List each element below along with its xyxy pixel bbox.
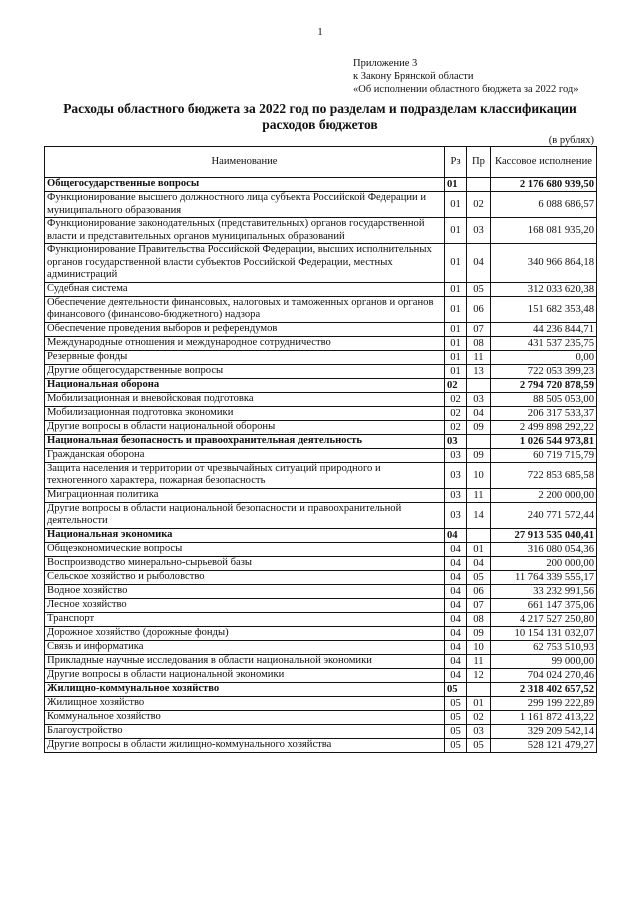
section-row <box>45 378 597 392</box>
row-rz: 01 <box>445 350 467 364</box>
section-row <box>45 434 597 448</box>
row-name: Обеспечение деятельности финансовых, налоговых и таможенных органов и органов финансового (финансово-бюджетного) надзора <box>45 296 445 322</box>
row-sum: 88 505 053,00 <box>491 392 597 406</box>
table-row <box>45 640 597 654</box>
row-pr: 09 <box>467 420 491 434</box>
row-rz: 01 <box>445 296 467 322</box>
row-pr: 04 <box>467 244 491 283</box>
table-row <box>45 244 597 283</box>
table-row <box>45 612 597 626</box>
row-sum: 62 753 510,93 <box>491 640 597 654</box>
row-sum: 200 000,00 <box>491 556 597 570</box>
row-name: Судебная система <box>45 282 445 296</box>
row-pr <box>467 682 491 696</box>
row-pr: 08 <box>467 612 491 626</box>
appendix-line-3: «Об исполнении областного бюджета за 2022 год» <box>353 84 579 95</box>
appendix-note <box>353 57 579 96</box>
row-rz: 02 <box>445 378 467 392</box>
appendix-line-1: Приложение 3 <box>353 58 418 69</box>
row-sum: 299 199 222,89 <box>491 696 597 710</box>
row-name: Защита населения и территории от чрезвычайных ситуаций природного и техногенного характера, пожарная безопасность <box>45 462 445 488</box>
table-row <box>45 556 597 570</box>
row-pr: 11 <box>467 488 491 502</box>
row-pr: 09 <box>467 626 491 640</box>
table-row <box>45 420 597 434</box>
row-rz: 03 <box>445 502 467 528</box>
row-pr: 11 <box>467 350 491 364</box>
budget-table <box>44 146 597 753</box>
row-name: Лесное хозяйство <box>45 598 445 612</box>
row-sum: 1 161 872 413,22 <box>491 710 597 724</box>
table-row <box>45 710 597 724</box>
row-pr: 12 <box>467 668 491 682</box>
table-row <box>45 322 597 336</box>
row-sum: 528 121 479,27 <box>491 738 597 752</box>
row-rz: 04 <box>445 542 467 556</box>
table-row <box>45 570 597 584</box>
row-rz: 01 <box>445 178 467 192</box>
row-sum: 10 154 131 032,07 <box>491 626 597 640</box>
row-name: Обеспечение проведения выборов и референдумов <box>45 322 445 336</box>
row-sum: 11 764 339 555,17 <box>491 570 597 584</box>
table-row <box>45 406 597 420</box>
row-name: Другие вопросы в области национальной безопасности и правоохранительной деятельности <box>45 502 445 528</box>
table-body <box>45 178 597 753</box>
table-row <box>45 336 597 350</box>
row-sum: 704 024 270,46 <box>491 668 597 682</box>
row-name: Функционирование высшего должностного лица субъекта Российской Федерации и муниципального образования <box>45 192 445 218</box>
row-sum: 329 209 542,14 <box>491 724 597 738</box>
row-pr: 05 <box>467 570 491 584</box>
row-name: Функционирование законодательных (представительных) органов государственной власти и представительных органов муниципальных образований <box>45 218 445 244</box>
row-sum: 2 176 680 939,50 <box>491 178 597 192</box>
table-row <box>45 350 597 364</box>
row-pr: 09 <box>467 448 491 462</box>
row-sum: 722 053 399,23 <box>491 364 597 378</box>
row-name: Связь и информатика <box>45 640 445 654</box>
row-pr <box>467 378 491 392</box>
row-rz: 01 <box>445 192 467 218</box>
row-name: Жилищно-коммунальное хозяйство <box>45 682 445 696</box>
row-sum: 206 317 533,37 <box>491 406 597 420</box>
row-pr: 02 <box>467 192 491 218</box>
row-rz: 04 <box>445 626 467 640</box>
row-name: Дорожное хозяйство (дорожные фонды) <box>45 626 445 640</box>
row-sum: 340 966 864,18 <box>491 244 597 283</box>
row-name: Национальная экономика <box>45 528 445 542</box>
row-rz: 04 <box>445 584 467 598</box>
row-rz: 02 <box>445 392 467 406</box>
row-pr: 10 <box>467 462 491 488</box>
table-row <box>45 696 597 710</box>
row-pr <box>467 528 491 542</box>
row-rz: 01 <box>445 336 467 350</box>
row-sum: 2 794 720 878,59 <box>491 378 597 392</box>
row-sum: 2 499 898 292,22 <box>491 420 597 434</box>
units-note: (в рублях) <box>548 135 594 146</box>
row-sum: 0,00 <box>491 350 597 364</box>
header-pr: Пр <box>467 147 491 178</box>
row-pr: 10 <box>467 640 491 654</box>
row-rz: 04 <box>445 556 467 570</box>
table-row <box>45 502 597 528</box>
row-name: Жилищное хозяйство <box>45 696 445 710</box>
row-sum: 2 318 402 657,52 <box>491 682 597 696</box>
row-name: Коммунальное хозяйство <box>45 710 445 724</box>
row-name: Функционирование Правительства Российской Федерации, высших исполнительных органов государственной власти субъектов Российской Федерации, местных администраций <box>45 244 445 283</box>
header-name: Наименование <box>45 147 445 178</box>
row-rz: 05 <box>445 738 467 752</box>
appendix-line-2: к Закону Брянской области <box>353 71 474 82</box>
row-sum: 99 000,00 <box>491 654 597 668</box>
row-rz: 05 <box>445 724 467 738</box>
table-header-row <box>45 147 597 178</box>
row-pr <box>467 434 491 448</box>
document-title <box>40 101 600 133</box>
table-row <box>45 488 597 502</box>
row-pr: 14 <box>467 502 491 528</box>
row-rz: 01 <box>445 364 467 378</box>
table-row <box>45 462 597 488</box>
row-name: Миграционная политика <box>45 488 445 502</box>
row-sum: 431 537 235,75 <box>491 336 597 350</box>
table-row <box>45 192 597 218</box>
row-name: Международные отношения и международное сотрудничество <box>45 336 445 350</box>
row-pr: 11 <box>467 654 491 668</box>
row-rz: 04 <box>445 640 467 654</box>
row-pr: 08 <box>467 336 491 350</box>
row-name: Резервные фонды <box>45 350 445 364</box>
table-row <box>45 668 597 682</box>
row-name: Мобилизационная подготовка экономики <box>45 406 445 420</box>
row-name: Другие вопросы в области национальной обороны <box>45 420 445 434</box>
row-name: Прикладные научные исследования в области национальной экономики <box>45 654 445 668</box>
row-name: Мобилизационная и вневойсковая подготовка <box>45 392 445 406</box>
row-pr: 01 <box>467 542 491 556</box>
row-sum: 44 236 844,71 <box>491 322 597 336</box>
row-rz: 05 <box>445 696 467 710</box>
row-pr: 03 <box>467 392 491 406</box>
row-rz: 03 <box>445 488 467 502</box>
row-name: Национальная безопасность и правоохранительная деятельность <box>45 434 445 448</box>
row-sum: 168 081 935,20 <box>491 218 597 244</box>
row-sum: 33 232 991,56 <box>491 584 597 598</box>
section-row <box>45 528 597 542</box>
row-name: Благоустройство <box>45 724 445 738</box>
row-pr: 04 <box>467 406 491 420</box>
row-pr: 06 <box>467 584 491 598</box>
row-sum: 6 088 686,57 <box>491 192 597 218</box>
section-row <box>45 178 597 192</box>
table-row <box>45 654 597 668</box>
row-rz: 03 <box>445 434 467 448</box>
table-row <box>45 542 597 556</box>
row-pr: 05 <box>467 738 491 752</box>
section-row <box>45 682 597 696</box>
row-sum: 60 719 715,79 <box>491 448 597 462</box>
row-rz: 02 <box>445 406 467 420</box>
table-row <box>45 626 597 640</box>
row-name: Общегосударственные вопросы <box>45 178 445 192</box>
row-sum: 27 913 535 040,41 <box>491 528 597 542</box>
row-sum: 240 771 572,44 <box>491 502 597 528</box>
row-pr: 07 <box>467 322 491 336</box>
row-name: Другие вопросы в области национальной экономики <box>45 668 445 682</box>
row-name: Воспроизводство минерально-сырьевой базы <box>45 556 445 570</box>
table-row <box>45 584 597 598</box>
row-name: Транспорт <box>45 612 445 626</box>
header-rz: Рз <box>445 147 467 178</box>
row-sum: 1 026 544 973,81 <box>491 434 597 448</box>
page-number: 1 <box>317 26 323 38</box>
row-rz: 04 <box>445 668 467 682</box>
row-name: Гражданская оборона <box>45 448 445 462</box>
row-pr: 04 <box>467 556 491 570</box>
row-name: Водное хозяйство <box>45 584 445 598</box>
row-name: Национальная оборона <box>45 378 445 392</box>
row-rz: 05 <box>445 710 467 724</box>
row-rz: 03 <box>445 462 467 488</box>
row-rz: 04 <box>445 612 467 626</box>
row-sum: 661 147 375,06 <box>491 598 597 612</box>
row-rz: 01 <box>445 244 467 283</box>
row-rz: 03 <box>445 448 467 462</box>
row-rz: 04 <box>445 528 467 542</box>
row-sum: 316 080 054,36 <box>491 542 597 556</box>
row-sum: 2 200 000,00 <box>491 488 597 502</box>
row-sum: 151 682 353,48 <box>491 296 597 322</box>
row-pr: 02 <box>467 710 491 724</box>
row-rz: 02 <box>445 420 467 434</box>
table-row <box>45 364 597 378</box>
table-row <box>45 598 597 612</box>
row-pr: 03 <box>467 218 491 244</box>
row-pr <box>467 178 491 192</box>
row-rz: 01 <box>445 218 467 244</box>
row-name: Общеэкономические вопросы <box>45 542 445 556</box>
title-line-1: Расходы областного бюджета за 2022 год по разделам и подразделам классификации <box>63 101 577 116</box>
row-rz: 04 <box>445 654 467 668</box>
row-pr: 13 <box>467 364 491 378</box>
row-name: Другие вопросы в области жилищно-коммунального хозяйства <box>45 738 445 752</box>
table-row <box>45 738 597 752</box>
row-rz: 01 <box>445 322 467 336</box>
table-row <box>45 296 597 322</box>
table-row <box>45 392 597 406</box>
row-sum: 312 033 620,38 <box>491 282 597 296</box>
row-rz: 05 <box>445 682 467 696</box>
table-row <box>45 282 597 296</box>
row-pr: 01 <box>467 696 491 710</box>
row-sum: 722 853 685,58 <box>491 462 597 488</box>
title-line-2: расходов бюджетов <box>262 117 378 132</box>
header-sum: Кассовое исполнение <box>491 147 597 178</box>
row-pr: 07 <box>467 598 491 612</box>
row-rz: 04 <box>445 598 467 612</box>
row-pr: 03 <box>467 724 491 738</box>
row-sum: 4 217 527 250,80 <box>491 612 597 626</box>
table-row <box>45 448 597 462</box>
row-name: Другие общегосударственные вопросы <box>45 364 445 378</box>
row-pr: 06 <box>467 296 491 322</box>
table-row <box>45 724 597 738</box>
row-rz: 04 <box>445 570 467 584</box>
row-name: Сельское хозяйство и рыболовство <box>45 570 445 584</box>
row-pr: 05 <box>467 282 491 296</box>
table-row <box>45 218 597 244</box>
row-rz: 01 <box>445 282 467 296</box>
